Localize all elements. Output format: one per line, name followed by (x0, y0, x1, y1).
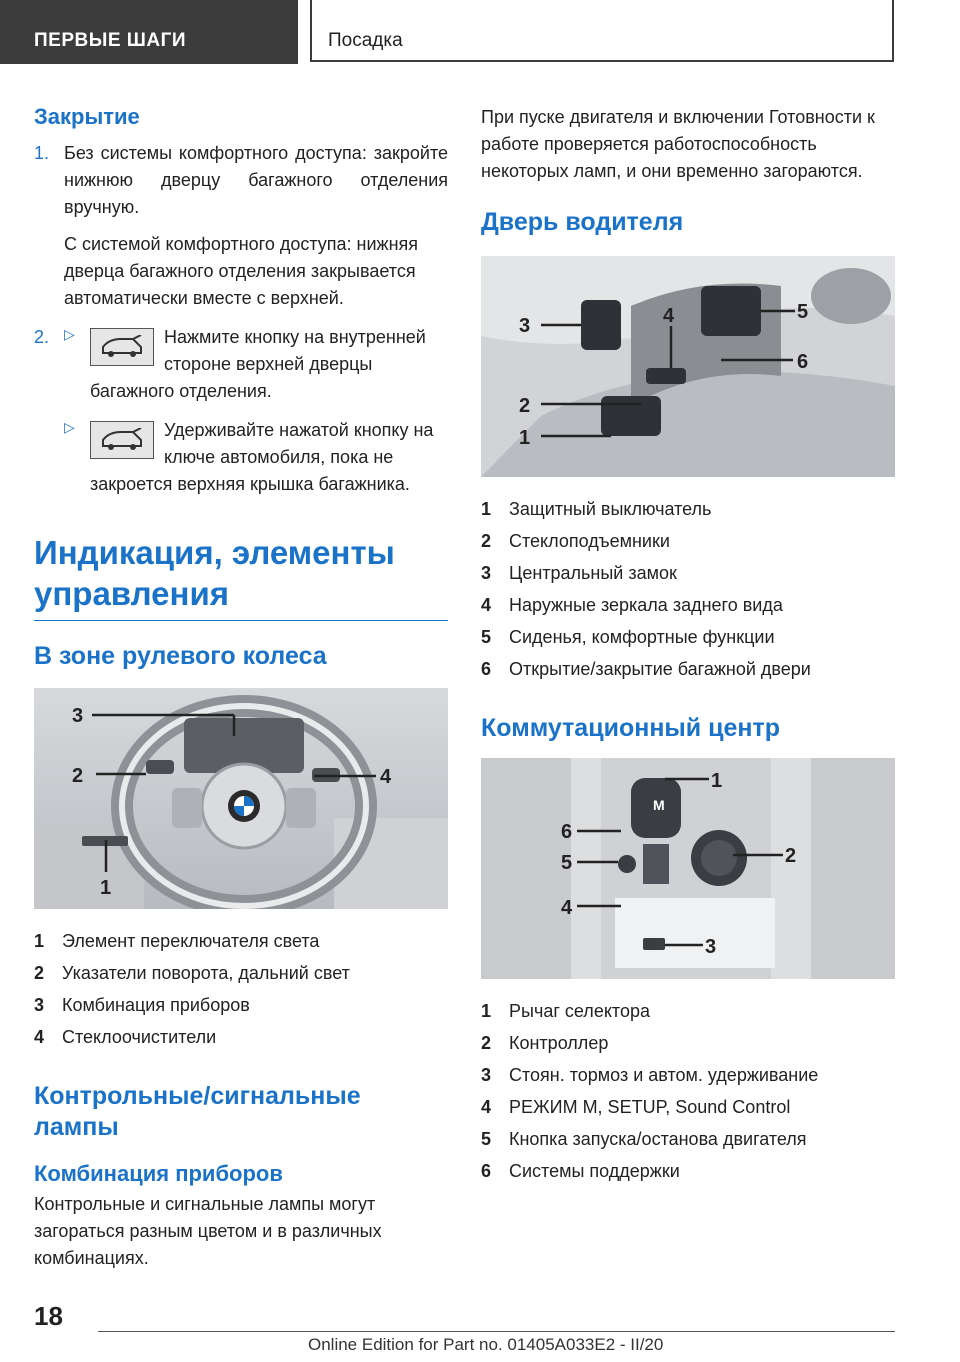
callout-1: 1 (519, 427, 531, 449)
step-1-text-b: С системой комфортного доступа: нижняя дверца багажного отделения закрывается автоматически вместе с верхней. (64, 234, 419, 308)
wheel-legend (34, 925, 448, 1053)
section-tab (0, 0, 298, 64)
step-2 (34, 324, 448, 498)
legend-num: 6 (481, 659, 492, 679)
step-1 (34, 140, 448, 312)
console-legend (481, 995, 895, 1187)
legend-text: Центральный замок (509, 563, 677, 583)
legend-text: Защитный выключатель (509, 499, 712, 519)
lamps-heading: Контрольные/сигнальные лампы (34, 1082, 361, 1141)
closing-heading: Закрытие (34, 104, 140, 129)
legend-item (481, 589, 895, 621)
wheel-heading: В зоне рулевого колеса (34, 642, 327, 670)
step-number: 2. (34, 327, 50, 347)
legend-text: Элемент переключателя света (62, 931, 320, 951)
instrument-heading: Комбинация приборов (34, 1161, 283, 1186)
step-number: 1. (34, 143, 50, 163)
legend-item (481, 1027, 895, 1059)
footer-divider (98, 1331, 895, 1332)
callout-2: 2 (519, 395, 531, 417)
legend-num: 2 (481, 531, 492, 551)
legend-item (481, 995, 895, 1027)
triangle-bullet-icon: ▷ (64, 326, 75, 342)
legend-text: Рычаг селектора (509, 1001, 650, 1021)
legend-item (481, 1155, 895, 1187)
legend-text: Контроллер (509, 1033, 609, 1053)
callout-3: 3 (72, 705, 84, 727)
legend-item (481, 525, 895, 557)
driver-door-photo (481, 256, 895, 477)
chapter-title: Посадка (328, 30, 403, 51)
chapter-tab (310, 0, 894, 62)
legend-item (481, 557, 895, 589)
legend-text: Открытие/закрытие багажной двери (509, 659, 811, 679)
legend-item (481, 493, 895, 525)
legend-text: Системы поддержки (509, 1161, 680, 1181)
triangle-bullet-icon: ▷ (64, 419, 75, 435)
lever-logo: M (653, 797, 665, 813)
tailgate-button-icon (90, 328, 154, 366)
legend-num: 4 (481, 1097, 492, 1117)
console-heading: Коммутационный центр (481, 714, 780, 742)
callout-6: 6 (797, 351, 809, 373)
legend-item (481, 1091, 895, 1123)
legend-text: РЕЖИМ M, SETUP, Sound Control (509, 1097, 791, 1117)
legend-num: 5 (481, 627, 492, 647)
legend-item (34, 989, 448, 1021)
callout-4: 4 (663, 305, 675, 327)
legend-num: 4 (34, 1027, 45, 1047)
legend-num: 4 (481, 595, 492, 615)
legend-text: Стоян. тормоз и автом. удерживание (509, 1065, 819, 1085)
callout-3: 3 (705, 936, 717, 958)
door-legend (481, 493, 895, 685)
right-column (481, 104, 895, 1187)
callout-3: 3 (519, 315, 531, 337)
callout-1: 1 (711, 770, 723, 792)
step-2-option-b (64, 417, 448, 498)
callout-2: 2 (72, 765, 84, 787)
page-number: 18 (34, 1301, 63, 1331)
center-console-photo (481, 758, 895, 979)
steering-wheel-photo (34, 688, 448, 909)
indicators-heading: Индикация, элементы управления (34, 534, 395, 612)
callout-5: 5 (561, 852, 573, 874)
callout-5: 5 (797, 301, 809, 323)
legend-num: 3 (481, 1065, 492, 1085)
legend-num: 3 (481, 563, 492, 583)
legend-text: Наружные зеркала заднего вида (509, 595, 783, 615)
legend-num: 2 (34, 963, 45, 983)
legend-num: 2 (481, 1033, 492, 1053)
callout-1: 1 (100, 877, 112, 899)
legend-item (481, 621, 895, 653)
callout-6: 6 (561, 821, 573, 843)
legend-text: Сиденья, комфортные функции (509, 627, 775, 647)
legend-num: 5 (481, 1129, 492, 1149)
indicators-heading-block (34, 532, 448, 621)
legend-item (34, 925, 448, 957)
left-column (34, 96, 448, 1272)
step-1-text-a: Без системы комфортного доступа: закройте нижнюю дверцу багажного отделения вручную. (64, 143, 448, 217)
legend-num: 1 (481, 1001, 492, 1021)
legend-item (34, 1021, 448, 1053)
legend-text: Стеклоподъемники (509, 531, 670, 551)
legend-num: 1 (481, 499, 492, 519)
step-2-option-a (64, 324, 448, 405)
tailgate-key-icon (90, 421, 154, 459)
legend-item (481, 1123, 895, 1155)
step-2-text-b: Удерживайте нажатой кнопку на ключе автомобиля, пока не закроется верхняя крышка багажника. (90, 420, 434, 494)
callout-4: 4 (380, 766, 392, 788)
step-2-text-a: Нажмите кнопку на внутренней стороне верхней дверцы багажного отделения. (90, 327, 426, 401)
callout-2: 2 (785, 845, 797, 867)
legend-num: 6 (481, 1161, 492, 1181)
legend-item (481, 653, 895, 685)
callout-4: 4 (561, 897, 573, 919)
legend-text: Комбинация приборов (62, 995, 250, 1015)
intro-text: При пуске двигателя и включении Готовности к работе проверяется работоспособность некоторых ламп, и они временно загораются. (481, 107, 875, 181)
legend-text: Стеклоочистители (62, 1027, 217, 1047)
legend-item (34, 957, 448, 989)
edition-note: Online Edition for Part no. 01405A033E2 - II/20 (308, 1335, 664, 1354)
legend-text: Кнопка запуска/останова двигателя (509, 1129, 807, 1149)
legend-num: 3 (34, 995, 45, 1015)
legend-item (481, 1059, 895, 1091)
section-title: ПЕРВЫЕ ШАГИ (34, 30, 187, 51)
legend-text: Указатели поворота, дальний свет (62, 963, 350, 983)
instrument-text: Контрольные и сигнальные лампы могут загораться разным цветом и в различных комбинациях. (34, 1194, 382, 1268)
door-heading: Дверь водителя (481, 208, 684, 236)
legend-num: 1 (34, 931, 45, 951)
